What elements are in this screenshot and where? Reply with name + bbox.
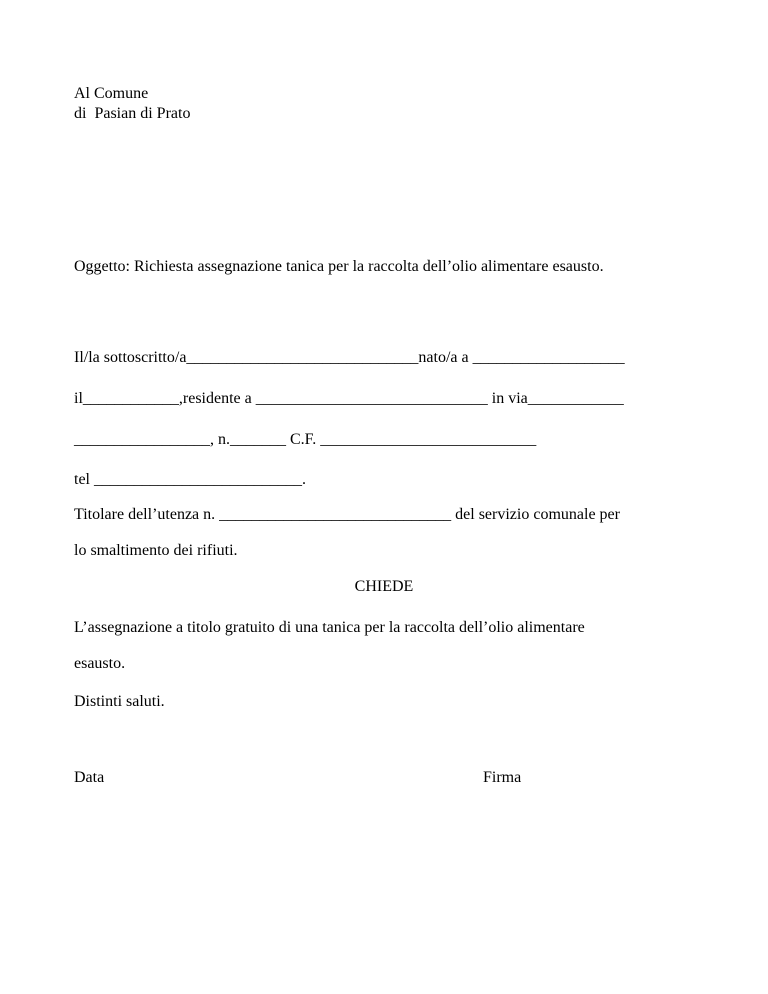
addressee-line-2: di Pasian di Prato: [74, 105, 191, 122]
form-line-waste-service: lo smaltimento dei rifiuti.: [74, 542, 238, 559]
request-line-2: esausto.: [74, 655, 126, 672]
subject-line: Oggetto: Richiesta assegnazione tanica per la raccolta dell’olio alimentare esausto.: [74, 258, 604, 275]
request-line-1: L’assegnazione a titolo gratuito di una tanica per la raccolta dell’olio alimentare: [74, 619, 585, 636]
closing-greeting: Distinti saluti.: [74, 693, 165, 710]
form-line-number-cf: _________________, n._______ C.F. ___________________________: [74, 431, 537, 448]
addressee-line-1: Al Comune: [74, 85, 149, 102]
form-line-phone: tel __________________________.: [74, 471, 306, 488]
form-line-date-residence: il____________,residente a _____________________________ in via____________: [74, 390, 624, 407]
request-heading: CHIEDE: [354, 578, 414, 595]
form-line-account: Titolare dell’utenza n. _____________________________ del servizio comunale per: [74, 506, 620, 523]
date-label: Data: [74, 769, 105, 786]
form-line-name-birthplace: Il/la sottoscritto/a_____________________________nato/a a ___________________: [74, 349, 625, 366]
signature-label: Firma: [483, 769, 522, 786]
